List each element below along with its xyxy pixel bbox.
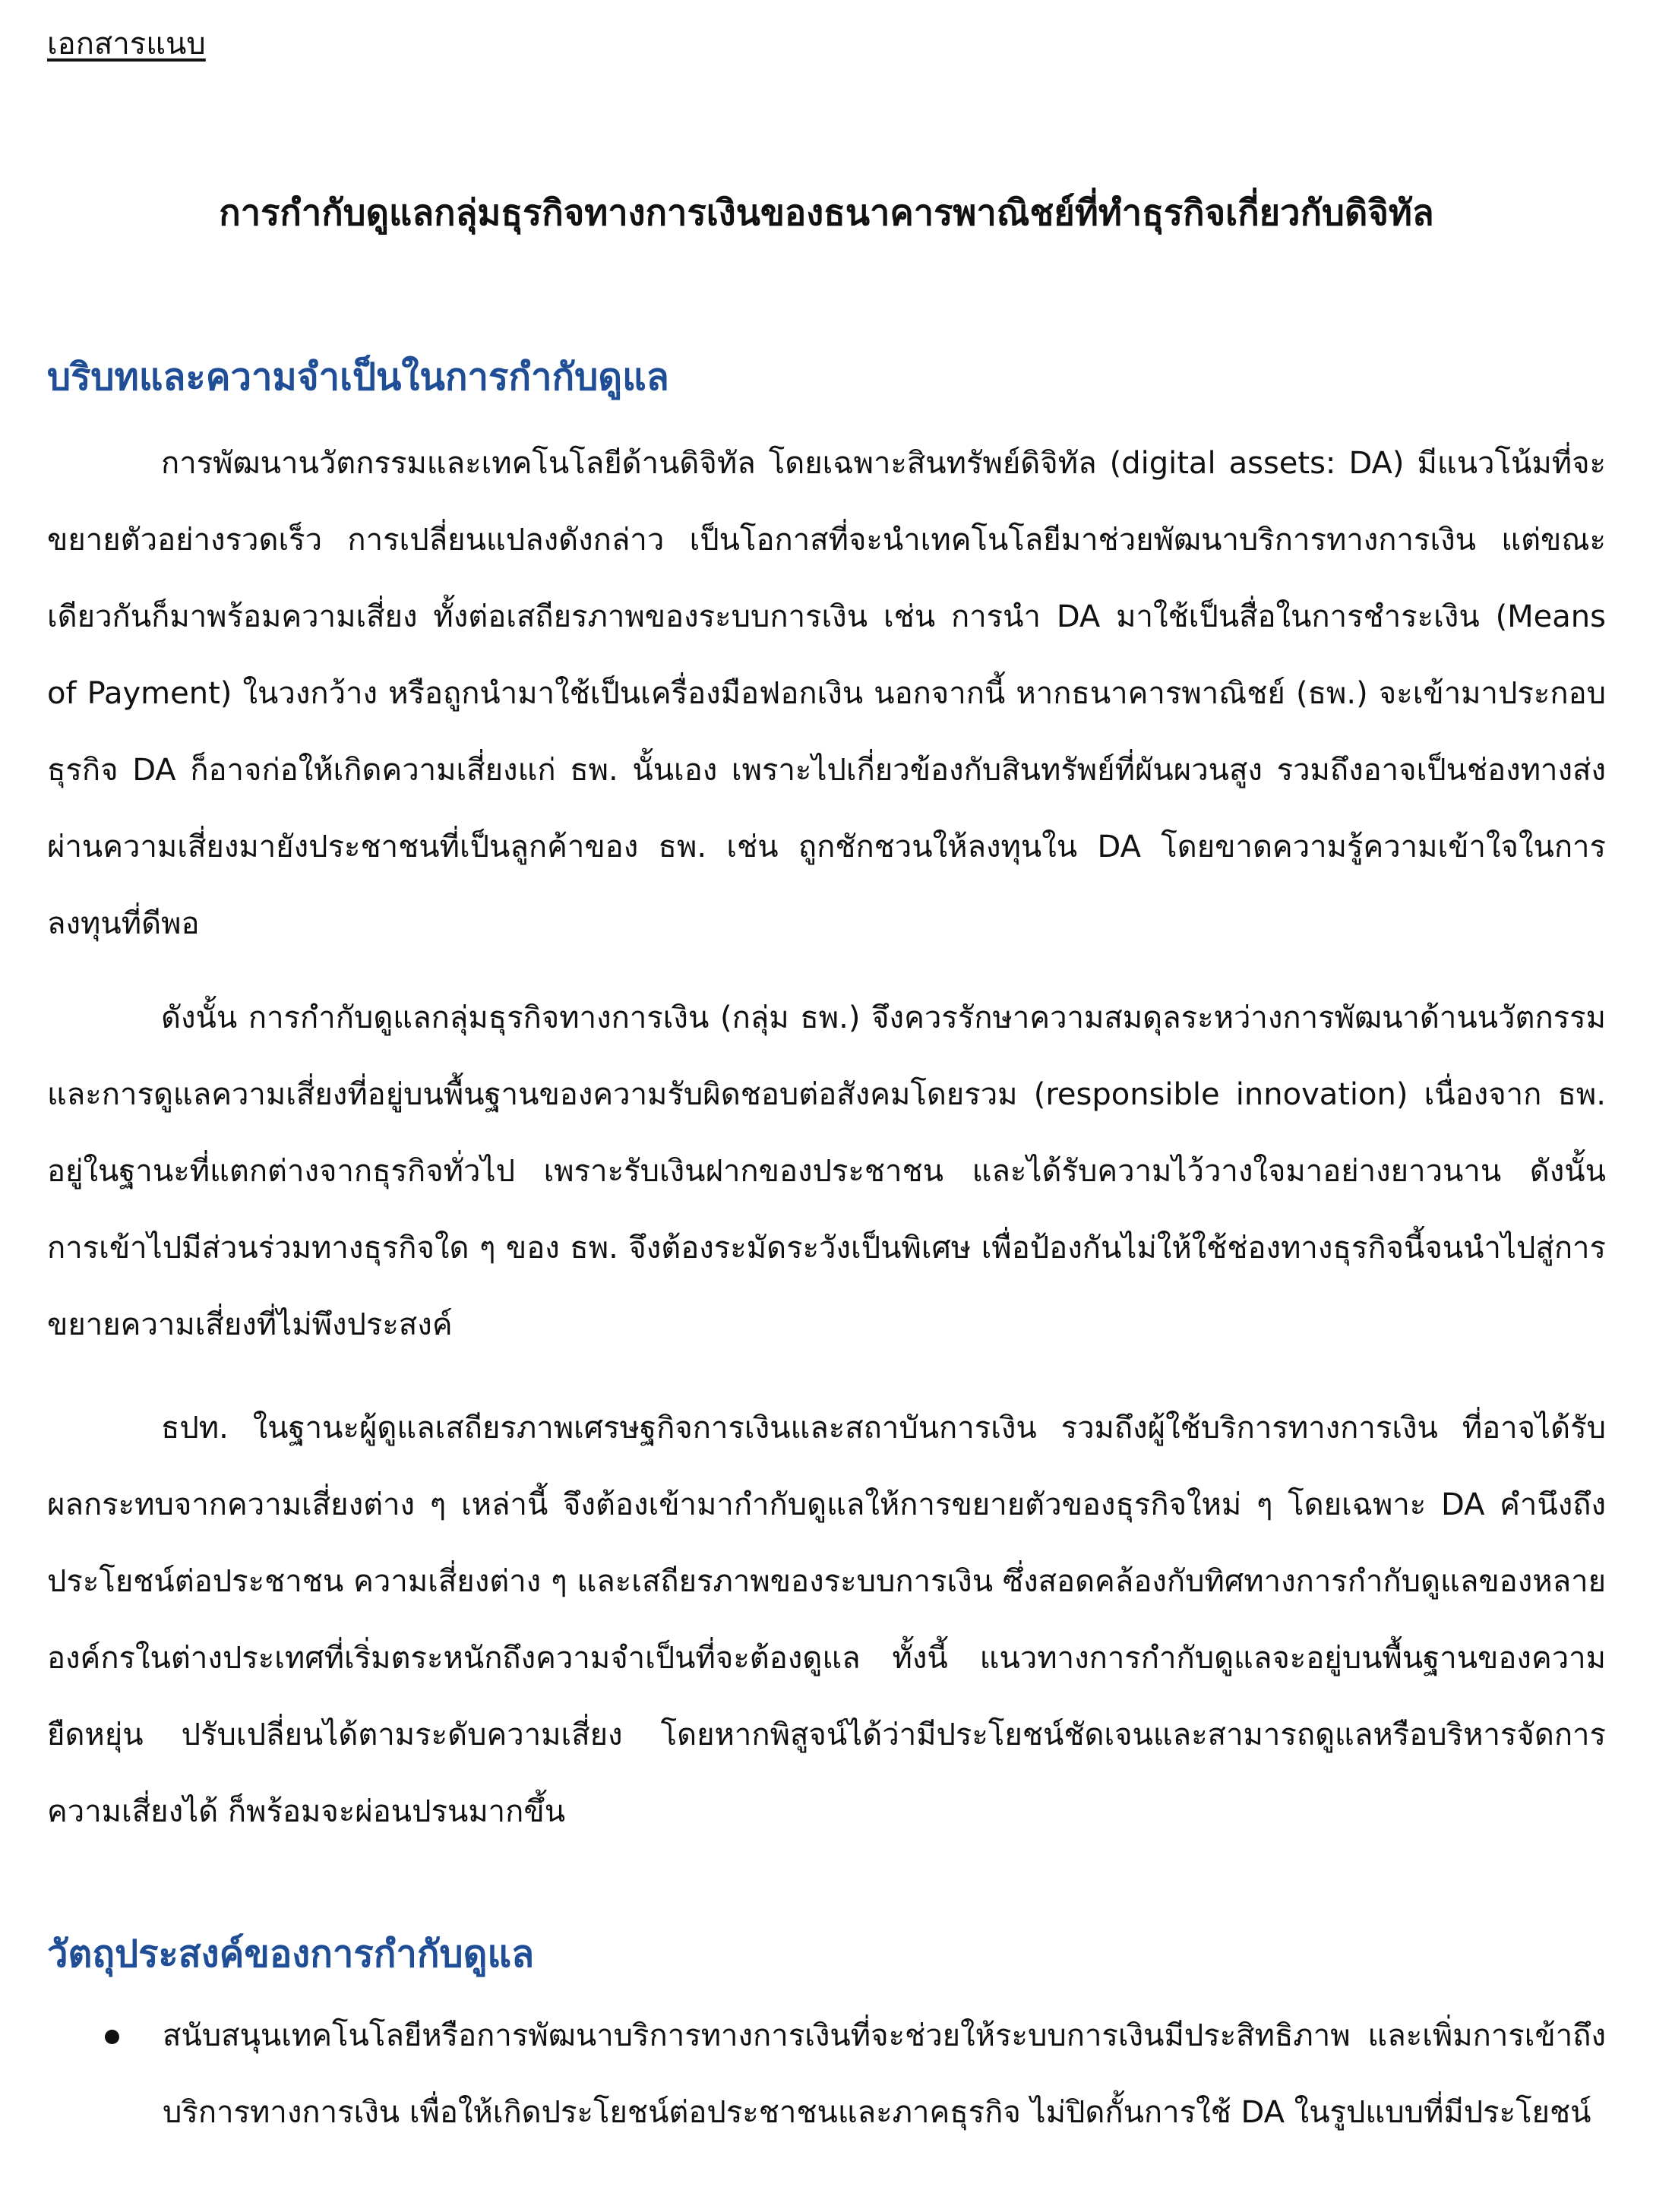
section-heading-context: บริบทและความจำเป็นในการกำกับดูแล (47, 356, 669, 399)
bullet-text: สนับสนุนเทคโนโลยีหรือการพัฒนาบริการทางการเงินที่จะช่วยให้ระบบการเงินมีประสิทธิภาพ และเพิ่มการเข้าถึงบริการทางการเงิน เพื่อให้เกิดประโยชน์ต่อประชาชนและภาคธุรกิจ ไม่ปิดกั้นการใช้ DA ในรูปแบบที่มีประโยชน์ (163, 2018, 1606, 2130)
paragraph-context-3: ธปท. ในฐานะผู้ดูแลเสถียรภาพเศรษฐกิจการเงินและสถาบันการเงิน รวมถึงผู้ใช้บริการทางการเงิน ที่อาจได้รับผลกระทบจากความเสี่ยงต่าง ๆ เหล่านี้ จึงต้องเข้ามากำกับดูแลให้การขยายตัวของธุรกิจใหม่ ๆ โดยเฉพาะ DA คำนึงถึงประโยชน์ต่อประชาชน ความเสี่ยงต่าง ๆ และเสถียรภาพของระบบการเงิน ซึ่งสอดคล้องกับทิศทางการกำกับดูแลของหลายองค์กรในต่างประเทศที่เริ่มตระหนักถึงความจำเป็นที่จะต้องดูแล ทั้งนี้ แนวทางการกำกับดูแลจะอยู่บนพื้นฐานของความยืดหยุ่น ปรับเปลี่ยนได้ตามระดับความเสี่ยง โดยหากพิสูจน์ได้ว่ามีประโยชน์ชัดเจนและสามารถดูแลหรือบริหารจัดการความเสี่ยงได้ ก็พร้อมจะผ่อนปรนมากขึ้น (47, 1411, 1607, 1829)
document-title: การกำกับดูแลกลุ่มธุรกิจทางการเงินของธนาคารพาณิชย์ที่ทำธุรกิจเกี่ยวกับดิจิทัล (219, 192, 1434, 234)
paragraph-context-1: การพัฒนานวัตกรรมและเทคโนโลยีด้านดิจิทัล โดยเฉพาะสินทรัพย์ดิจิทัล (digital assets: DA) มีแนวโน้มที่จะขยายตัวอย่างรวดเร็ว การเปลี่ยนแปลงดังกล่าว เป็นโอกาสที่จะนำเทคโนโลยีมาช่วยพัฒนาบริการทางการเงิน แต่ขณะเดียวกันก็มาพร้อมความเสี่ยง ทั้งต่อเสถียรภาพของระบบการเงิน เช่น การนำ DA มาใช้เป็นสื่อในการชำระเงิน (Means of Payment) ในวงกว้าง หรือถูกนำมาใช้เป็นเครื่องมือฟอกเงิน นอกจากนี้ หากธนาคารพาณิชย์ (ธพ.) จะเข้ามาประกอบธุรกิจ DA ก็อาจก่อให้เกิดความเสี่ยงแก่ ธพ. นั้นเอง เพราะไปเกี่ยวข้องกับสินทรัพย์ที่ผันผวนสูง รวมถึงอาจเป็นช่องทางส่งผ่านความเสี่ยงมายังประชาชนที่เป็นลูกค้าของ ธพ. เช่น ถูกชักชวนให้ลงทุนใน DA โดยขาดความรู้ความเข้าใจในการลงทุนที่ดีพอ (47, 446, 1606, 941)
objectives-list (47, 1998, 1606, 2151)
list-item (47, 1998, 1606, 2151)
bullet-icon (105, 2030, 119, 2044)
paragraph-context-2: ดังนั้น การกำกับดูแลกลุ่มธุรกิจทางการเงิน (กลุ่ม ธพ.) จึงควรรักษาความสมดุลระหว่างการพัฒนาด้านนวัตกรรมและการดูแลความเสี่ยงที่อยู่บนพื้นฐานของความรับผิดชอบต่อสังคมโดยรวม (responsible innovation) เนื่องจาก ธพ. อยู่ในฐานะที่แตกต่างจากธุรกิจทั่วไป เพราะรับเงินฝากของประชาชน และได้รับความไว้วางใจมาอย่างยาวนาน ดังนั้น การเข้าไปมีส่วนร่วมทางธุรกิจใด ๆ ของ ธพ. จึงต้องระมัดระวังเป็นพิเศษ เพื่อป้องกันไม่ให้ใช้ช่องทางธุรกิจนี้จนนำไปสู่การขยายความเสี่ยงที่ไม่พึงประสงค์ (47, 1000, 1606, 1342)
section-heading-objectives: วัตถุประสงค์ของการกำกับดูแล (47, 1932, 535, 1976)
attachment-label: เอกสารแนบ (47, 27, 206, 62)
